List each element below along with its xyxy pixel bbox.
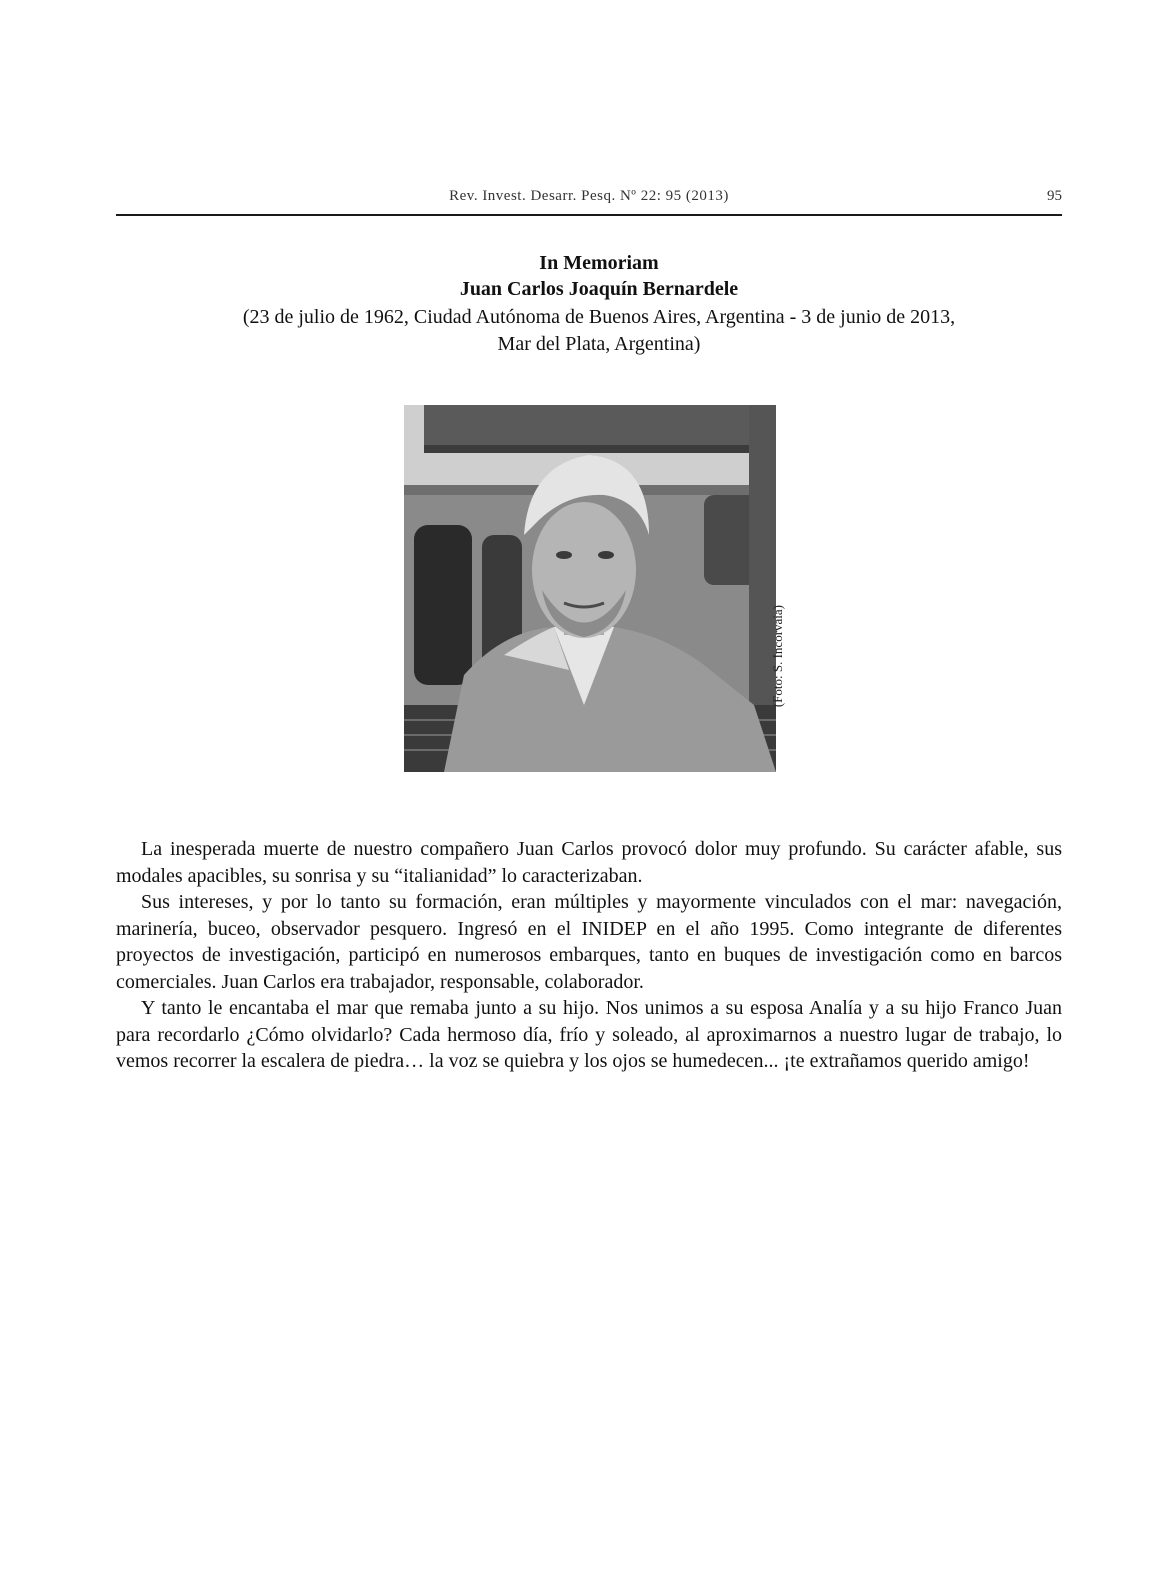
journal-reference: Rev. Invest. Desarr. Pesq. Nº 22: 95 (2013) bbox=[449, 188, 729, 204]
title-block bbox=[116, 250, 1082, 358]
body-text bbox=[116, 836, 1062, 1075]
article-title: In Memoriam bbox=[539, 252, 659, 274]
life-dates-line-1: (23 de julio de 1962, Ciudad Autónoma de Buenos Aires, Argentina - 3 de junio de 2013, bbox=[242, 306, 956, 328]
photo-credit: (Foto: S. Incorvaia) bbox=[770, 605, 785, 708]
running-header bbox=[116, 188, 1062, 216]
paragraph-3: Y tanto le encantaba el mar que remaba junto a su hijo. Nos unimos a su esposa Analía y a su hijo Franco Juan para recordarlo ¿Cómo olvidarlo? Cada hermoso día, frío y soleado, al aproximarnos a nuestro lugar de trabajo, lo vemos recorrer la escalera de piedra… la voz se quiebra y los ojos se humedecen... ¡te extrañamos querido amigo! bbox=[116, 997, 1062, 1072]
portrait-illustration bbox=[404, 405, 776, 772]
person-name: Juan Carlos Joaquín Bernardele bbox=[459, 278, 739, 300]
paragraph-1: La inesperada muerte de nuestro compañero Juan Carlos provocó dolor muy profundo. Su carácter afable, sus modales apacibles, su sonrisa y su “italianidad” lo caracterizaban. bbox=[116, 838, 1062, 887]
life-dates-line-2: Mar del Plata, Argentina) bbox=[497, 333, 701, 355]
page-number: 95 bbox=[1047, 188, 1062, 204]
portrait-photo bbox=[404, 405, 776, 772]
life-dates bbox=[116, 304, 1082, 358]
paragraph-2: Sus intereses, y por lo tanto su formación, eran múltiples y mayormente vinculados con el mar: navegación, marinería, buceo, observador pesquero. Ingresó en el INIDEP en el año 1995. Como integrante de diferentes proyectos de investigación, participó en numerosos embarques, tanto en buques de investigación como en barcos comerciales. Juan Carlos era trabajador, responsable, colaborador. bbox=[116, 891, 1062, 993]
